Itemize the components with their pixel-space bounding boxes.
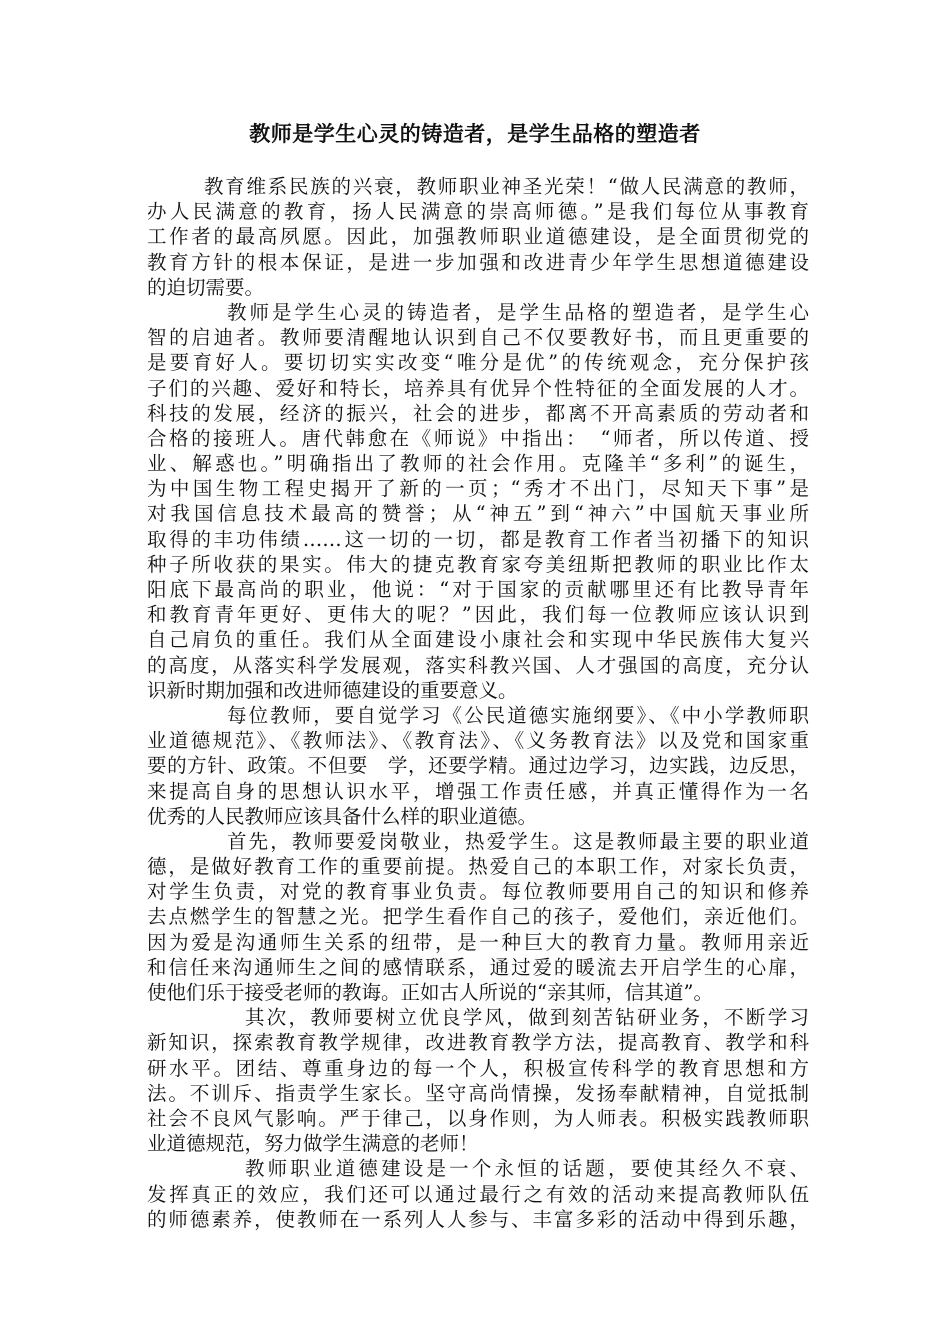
paragraph-line: 教育维系民族的兴衰，教师职业神圣光荣！“做人民满意的教师，: [204, 175, 809, 198]
paragraph-line: 业、解惑也。”明确指出了教师的社会作用。克隆羊“多利”的诞生，: [147, 452, 809, 476]
paragraph-line: 使他们乐于接受老师的教诲。正如古人所说的“亲其师，信其道”。: [147, 981, 713, 1004]
document-title: 教师是学生心灵的铸造者，是学生品格的塑造者: [249, 122, 701, 146]
paragraph-line: 种子所收获的果实。伟大的捷克教育家夸美纽斯把教师的职业比作太: [147, 552, 809, 576]
paragraph-line: 办人民满意的教育，扬人民满意的崇高师德。”是我们每位从事教育: [147, 200, 809, 224]
paragraph-line: 和教育青年更好、更伟大的呢？”因此，我们每一位教师应该认识到: [147, 603, 809, 627]
paragraph-line: 新知识，探索教育教学规律，改进教育教学方法，提高教育、教学和科: [147, 1031, 809, 1055]
paragraph-line: 对学生负责，对党的教育事业负责。每位教师要用自己的知识和修养: [147, 880, 809, 904]
paragraph-line: 去点燃学生的智慧之光。把学生看作自己的孩子，爱他们，亲近他们。: [147, 905, 809, 929]
paragraph-line: 法。不训斥、指责学生家长。坚守高尚情操，发扬奉献精神，自觉抵制: [147, 1081, 809, 1105]
paragraph-line: 和信任来沟通师生之间的感情联系，通过爱的暖流去开启学生的心扉，: [147, 955, 809, 979]
paragraph-line: 德，是做好教育工作的重要前提。热爱自己的本职工作，对家长负责，: [147, 855, 809, 879]
paragraph-line: 业道德规范》、《教师法》、《教育法》、《义务教育法》以及党和国家重: [147, 729, 809, 753]
paragraph-line: 因为爱是沟通师生关系的纽带，是一种巨大的教育力量。教师用亲近: [147, 930, 809, 954]
paragraph-line: 研水平。团结、尊重身边的每一个人，积极宣传科学的教育思想和方: [147, 1056, 809, 1080]
paragraph-line: 合格的接班人。唐代韩愈在《师说》中指出： “师者，所以传道、授: [147, 426, 809, 450]
paragraph-line: 智的启迪者。教师要清醒地认识到自己不仅要教好书，而且更重要的: [147, 326, 809, 350]
paragraph-line: 业道德规范，努力做学生满意的老师！: [147, 1132, 479, 1156]
paragraph-line: 首先，教师要爱岗敬业，热爱学生。这是教师最主要的职业道: [227, 829, 809, 853]
paragraph-line: 发挥真正的效应，我们还可以通过最行之有效的活动来提高教师队伍: [147, 1182, 809, 1206]
paragraph-3: [147, 703, 809, 829]
paragraph-line: 子们的兴趣、爱好和特长，培养具有优异个性特征的全面发展的人才。: [147, 376, 809, 400]
paragraph-line: 识新时期加强和改进师德建设的重要意义。: [147, 678, 518, 702]
paragraph-line: 为中国生物工程史揭开了新的一页；“秀才不出门，尽知天下事”是: [147, 477, 809, 501]
paragraph-line: 教师职业道德建设是一个永恒的话题，要使其经久不衰、: [245, 1157, 809, 1181]
paragraph-line: 要的方针、政策。不但要 学，还要学精。通过边学习，边实践，边反思，: [147, 754, 809, 778]
paragraph-1: [147, 174, 809, 300]
paragraph-line: 是要育好人。要切切实实改变“唯分是优”的传统观念，充分保护孩: [147, 351, 809, 375]
paragraph-2: [147, 300, 809, 703]
paragraph-line: 工作者的最高夙愿。因此，加强教师职业道德建设，是全面贯彻党的: [147, 225, 809, 249]
paragraph-line: 教师是学生心灵的铸造者，是学生品格的塑造者，是学生心: [227, 300, 809, 324]
paragraph-line: 来提高自身的思想认识水平，增强工作责任感，并真正懂得作为一名: [147, 779, 809, 803]
paragraph-line: 教育方针的根本保证，是进一步加强和改进青少年学生思想道德建设: [147, 250, 809, 274]
paragraph-line: 优秀的人民教师应该具备什么样的职业道德。: [147, 804, 538, 828]
paragraph-line: 的高度，从落实科学发展观，落实科教兴国、人才强国的高度，充分认: [147, 653, 809, 677]
paragraph-4: [147, 829, 809, 1005]
paragraph-line: 取得的丰功伟绩……这一切的一切，都是教育工作者当初播下的知识: [147, 527, 809, 551]
paragraph-6: [147, 1156, 809, 1232]
paragraph-line: 的师德素养，使教师在一系列人人参与、丰富多彩的活动中得到乐趣，: [147, 1207, 809, 1231]
paragraph-line: 自己肩负的重任。我们从全面建设小康社会和实现中华民族伟大复兴: [147, 628, 809, 652]
paragraph-line: 对我国信息技术最高的赞誉；从“神五”到“神六”中国航天事业所: [147, 502, 809, 526]
paragraph-line: 每位教师，要自觉学习《公民道德实施纲要》、《中小学教师职: [227, 703, 809, 727]
paragraph-5: [147, 1005, 809, 1156]
document-body: [147, 174, 809, 1232]
paragraph-line: 科技的发展，经济的振兴，社会的进步，都离不开高素质的劳动者和: [147, 401, 809, 425]
paragraph-line: 阳底下最高尚的职业，他说：“对于国家的贡献哪里还有比教导青年: [147, 578, 809, 601]
paragraph-line: 社会不良风气影响。严于律己，以身作则，为人师表。积极实践教师职: [147, 1106, 809, 1130]
paragraph-line: 其次，教师要树立优良学风，做到刻苦钻研业务，不断学习: [245, 1006, 809, 1030]
paragraph-line: 的迫切需要。: [147, 275, 265, 299]
